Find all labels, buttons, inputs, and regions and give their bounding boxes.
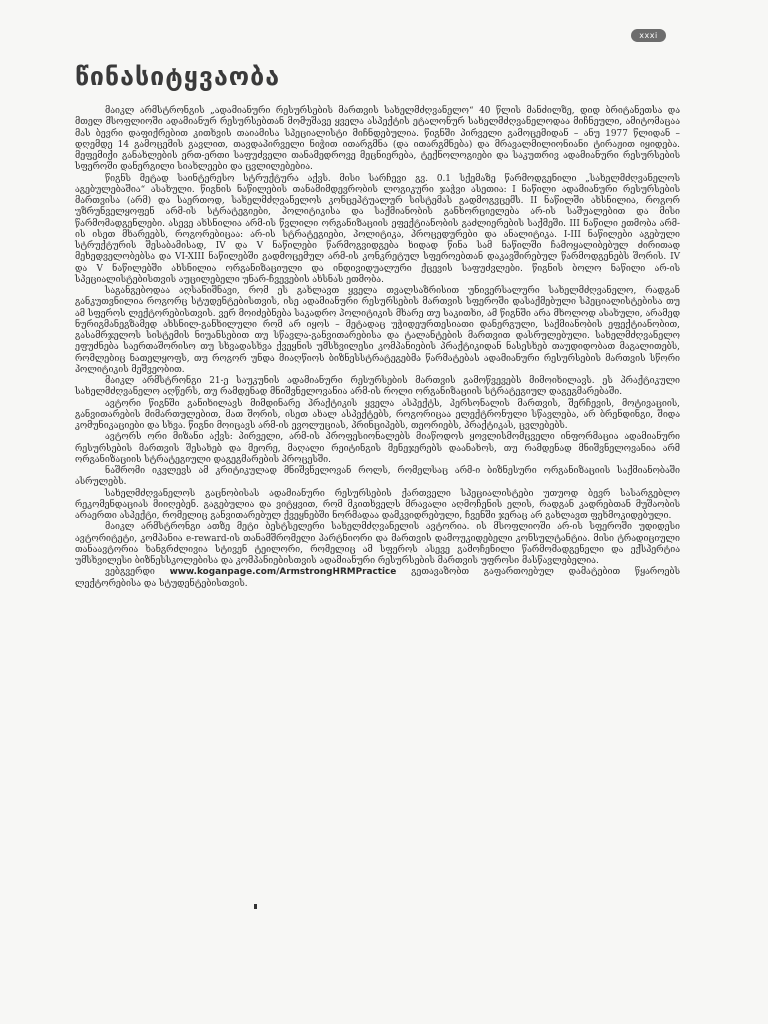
paragraph: სახელმძღვანელოს გაცნობისას ადამიანური რესურსების ქართველი სპეციალისტები უთუოდ ბევრ სასარგებლო რეკომენდაციას მიიღებენ. გაგებულია და ვიტყვით, რომ მკითხველს მრავალი აღმოჩენის ელის, რადგან კადრებთან მუშაობის არაერთი ასპექტი, რომელიც განვითარებულ ქვეყნებში ნორმადაა დამკვიდრებული, ჩვენში ჯერაც არ გახლავთ ფეხმოკიდებული. — [75, 488, 680, 521]
paragraph: ნაშრომი იკვლევს ამ კრიტიკულად მნიშვნელოვან როლს, რომელსაც არმ-ი ბიზნესური ორგანიზაციის საქმიანობაში ასრულებს. — [75, 466, 680, 488]
paragraph: ავტორი წიგნში განიხილავს მიმდინარე პრაქტიკის ყველა ასპექტს, პერსონალის მართვის, შერჩევის, მოტივაციის, განვითარების მიმართულებით, მათ შორის, ისეთ ახალ ასპექტებს, როგორიცაა ელექტრონული სწავლება, არ ბრენდინგი, შიდა კომუნიკაციები და სხვა. წიგნი მოიცავს არმ-ის ევოლუციას, პრინციპებს, თეორიებს, პრაქტიკას, ცვლებებს. — [75, 398, 680, 431]
closing-paragraph — [75, 567, 680, 590]
paragraph: წიგნს მეტად საინტერესო სტრუქტურა აქვს. მისი სარჩევი გვ. 0.1 სქემაზე წარმოდგენილი „სახელმძღვანელოს აგებულებაშია“ ასახული. წიგნის ნაწილების თანამიმდევრობის ლოგიკური ჯაჭვი ასეთია: I ნაწილი ადამიანური რესურსების მართვისა (არმ) და საერთოდ, სახელმძღვანელოს კონცეპტუალურ სისტემას გადმოგვცემს. II ნაწილში ახსნილია, როგორ უზრუნველყოფენ არმ-ის სტრატეგიები, პოლიტიკისა და საქმიანობის განხორციელება არ-ის საშუალებით და მისი წარმომადგენლები. ასევე ახსნილია არმ-ის წვლილი ორგანიზაციის ეფექტიანობის გაძლიერების საქმეში. III ნაწილი ეთმობა არმ-ის ისეთ მხარეებს, როგორებიცაა: არ-ის სტრატეგიები, პოლიტიკა, პროცედურები და ანალიტიკა. I-III ნაწილები აგებული სტრუქტურის შესაბამისად, IV და V ნაწილები წარმოგვიდგება ხიდად წინა სამ ნაწილში ჩამოყალიბებულ ძირითად მეხედველობებსა და VI-XIII ნაწილებში გადმოცემულ არმ-ის კონკრეტულ სფეროებთან დაკავშირებულ წარმოდგენებს შორის. IV და V ნაწილებში ახსნილია ორგანიზაციული და ინდივიდუალური ქცევის საფუძვლები. წიგნის ბოლო ნაწილი არ-ის სპეციალისტებისთვის აუცილებელი უნარ-ჩვევების ახსნას ეთმობა. — [75, 173, 680, 285]
paragraph: მაიკლ არმსტრონგი 21-ე საუკუნის ადამიანური რესურსების მართვის გამოწვევებს მიმოიხილავს. ეს პრაქტიკული სახელმძღვანელო აღწერს, თუ რამდენად მნიშვნელოვანია არმ-ის როლი ორგანიზაციის სტრატეგიულ დაგეგმარებაში. — [75, 376, 680, 398]
page-title: წინასიტყვაობა — [75, 62, 281, 91]
page-number-badge: xxxi — [631, 29, 666, 42]
stray-print-mark — [254, 904, 257, 909]
closing-text-after: გეთავაზობთ გაფართოებულ დამატებით წყაროებს ლექტორებისა და სტუდენტებისთვის. — [75, 567, 680, 589]
paragraph: მაიკლ არმსტრონგი ათზე მეტი ბესტსელერი სახელმძღვანელის ავტორია. ის მსოფლიოში არ-ის სფეროში უდიდესი ავტორიტეტი, კომპანია e-reward-ის თანამშრომელი პარტნიორი და მართვის დამოუკიდებელი კონსულტანტია. მისი ტრადიციული თანაავტორია ხანგრძლივია სტივენ ტეილორი, რომელიც ამ სფეროს ასევე გამოჩენილი წარმომადგენელი და ექსპერტია უმსხვილესი ბიზნესსკოლებისა და კომპანიებისთვის ადამიანური რესურსების მართვის უფროსი მასწავლებელია. — [75, 522, 680, 566]
website-link[interactable]: www.koganpage.com/ArmstrongHRMPractice — [169, 567, 397, 578]
paragraph: საგანგებოდაა აღსანიშნავი, რომ ეს გახლავთ ყველა თვალსაზრისით უნივერსალური სახელმძღვანელო, რადგან განკუთვნილია როგორც სტუდენტებისთვის, ისე ადამიანური რესურსების მართვის სფეროში დასაქმებული სპეციალისტებისა თუ ამ სფეროს ლექტორებისთვის. ვერ მოიძებნება საკადრო პოლიტიკის მხარე თუ საკითხი, ამ წიგნში არა მხოლოდ ასახული, არამედ ნურიგმანეგზამედ ახსნილ-განხილული რომ არ იყოს – მეტადაც უჭიდეურთესიათი დანერგული, საქმიანობის ეფექტიანობით, გასამრჯელოს სისტემის ნიუანსებით თუ სწავლა-განვითარებისა და ტალანტების მართვით დასრულებული. სახელმძღვანელო ეფუძნება საერთაშორისო თუ სხვადასხვა ქვეყნის უმსხვილესი კომპანიების პრაქტიკიდან ნასესხებ თაუდიდობათ მაგალითებს, რომლებიც ნათელყოფს, თუ როგორ უნდა მიაღწიოს ბიზნესსტრატეგებმა წარმატებას ადამიანური რესურსების მართვის სწორი პოლიტიკის მეშვეობით. — [75, 286, 680, 375]
paragraph: მაიკლ არმსტრონგის „ადამიანური რესურსების მართვის სახელმძღვანელო“ 40 წლის მანძილზე, დიდ ბრიტანეთსა და მთელ მსოფლიოში ადამიანურ რესურსებთან მომუშავე ყველა ასპექტის ეტალონურ სახელმძღვანელოდაა მიჩნეული, ამიტომაცაა მას ბევრი დაფიქრებით კითხვის თაიამისა სპეციალისტი მიჩნდებულია. წიგნში პირველი გამოცემიდან – ანუ 1977 წლიდან – დღემდე 14 გამოცემის გავლით, თავდაპირველი ნიჭით ითარგმნა (და ითარგმნება) და მრავალმილიონიანი ტირაჟით იყიდება. მეფემიქი განახლების ერთ-ერთი საფუძველი თანამედროვე მეცნიერება, ტექნოლოგიები და საკუთრივ ადამიანური რესურსების სფეროში დანერგილი სიახლეები და ცვლილებებია. — [75, 106, 680, 173]
body-text — [75, 106, 680, 590]
paragraph: ავტორს ორი მიზანი აქვს: პირველი, არმ-ის პროფესიონალებს მიაწოდოს ყოვლისმომცველი ინფორმაცია ადამიანური რესურსების მართვის შესახებ და მეორე, მაღალი რეიტინგის მენეჯერებს დაანახოს, თუ რამდენად მნიშვნელოვანია არმ ორგანიზაციის სტრატეგიული დაგეგმარების პროცესში. — [75, 432, 680, 465]
closing-text-before: ვებგვერდი — [105, 567, 170, 578]
